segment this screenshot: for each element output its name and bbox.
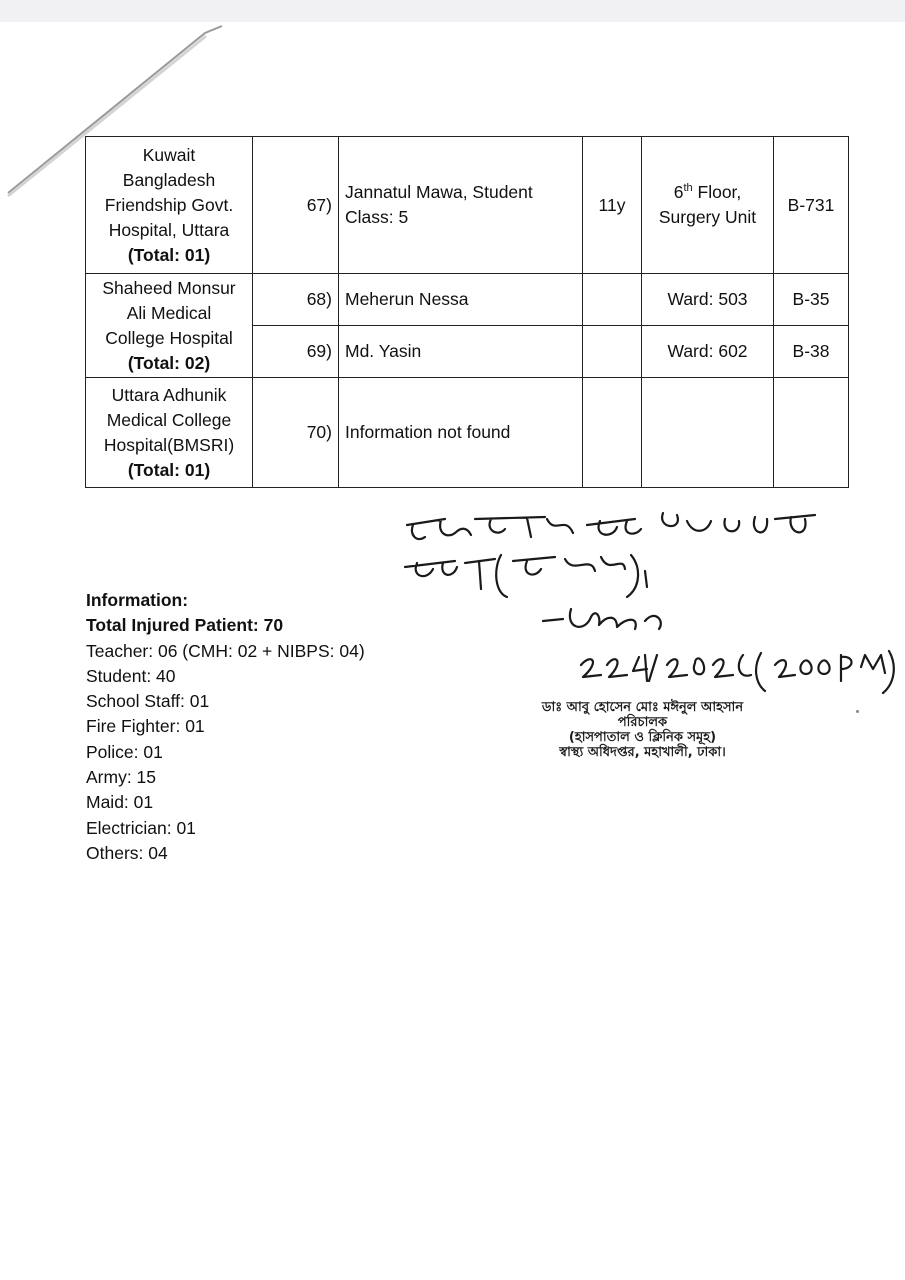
- stamp-name: ডাঃ আবু হোসেন মোঃ মঈনুল আহসান: [541, 700, 744, 715]
- table-row: [86, 274, 849, 326]
- bed-number: [774, 378, 849, 488]
- stamp-office: স্বাস্থ্য অধিদপ্তর, মহাখালী, ঢাকা।: [559, 745, 726, 760]
- info-line: Others: 04: [86, 842, 168, 863]
- speck: [856, 710, 859, 713]
- official-stamp: [520, 700, 765, 760]
- patient-name-line: Jannatul Mawa, Student: [345, 182, 533, 202]
- handwritten-signature: [395, 505, 895, 695]
- info-line: Maid: 01: [86, 792, 154, 813]
- patient-name: Md. Yasin: [339, 326, 583, 378]
- hospital-name-line: Ali Medical: [126, 302, 212, 323]
- table-row: [86, 378, 849, 488]
- serial-number: 69): [253, 326, 339, 378]
- patient-age: [583, 274, 642, 326]
- serial-number: 68): [253, 274, 339, 326]
- floor-number: 6: [673, 182, 684, 202]
- patient-age: 11y: [583, 137, 642, 274]
- hospital-name-line: Bangladesh: [122, 169, 216, 190]
- information-summary: [86, 588, 365, 866]
- hospital-name-line: College Hospital: [105, 327, 233, 348]
- patient-location: Ward: 503: [642, 274, 774, 326]
- hospital-name-line: Hospital, Uttara: [108, 219, 230, 240]
- info-line: Student: 40: [86, 665, 176, 686]
- bed-number: B-35: [774, 274, 849, 326]
- hospital-name-line: Medical College: [106, 409, 232, 430]
- hospital-cell: [86, 137, 253, 274]
- serial-number: 67): [253, 137, 339, 274]
- unit-name: Surgery Unit: [658, 207, 757, 227]
- stamp-title: পরিচালক: [617, 715, 668, 730]
- floor-suffix: th: [683, 182, 693, 195]
- information-heading: Information:: [86, 590, 189, 610]
- patient-name: [339, 137, 583, 274]
- hospital-name-line: Shaheed Monsur: [102, 277, 236, 298]
- floor-label: Floor,: [692, 182, 742, 202]
- hospital-total: (Total: 01): [127, 459, 211, 480]
- patient-name: Meherun Nessa: [339, 274, 583, 326]
- patient-class: Class: 5: [345, 207, 409, 227]
- hospital-total: (Total: 01): [127, 244, 211, 265]
- patient-table: [85, 136, 849, 488]
- total-injured: Total Injured Patient: 70: [86, 615, 284, 636]
- patient-age: [583, 326, 642, 378]
- patient-name: Information not found: [339, 378, 583, 488]
- info-line: Teacher: 06 (CMH: 02 + NIBPS: 04): [86, 640, 365, 661]
- info-line: Army: 15: [86, 767, 157, 788]
- bed-number: B-731: [774, 137, 849, 274]
- info-line: School Staff: 01: [86, 691, 210, 712]
- patient-location: [642, 137, 774, 274]
- patient-location: Ward: 602: [642, 326, 774, 378]
- hospital-total: (Total: 02): [127, 352, 211, 373]
- hospital-name-line: Friendship Govt.: [104, 194, 234, 215]
- table-row: [86, 137, 849, 274]
- hospital-name-line: Hospital(BMSRI): [103, 434, 235, 455]
- patient-age: [583, 378, 642, 488]
- hospital-name-line: Uttara Adhunik: [111, 384, 227, 405]
- bed-number: B-38: [774, 326, 849, 378]
- hospital-name-line: Kuwait: [142, 144, 196, 165]
- patient-location: [642, 378, 774, 488]
- hospital-cell: [86, 378, 253, 488]
- info-line: Fire Fighter: 01: [86, 716, 205, 737]
- stamp-department: (হাসপাতাল ও ক্লিনিক সমূহ): [568, 730, 717, 745]
- info-line: Electrician: 01: [86, 817, 196, 838]
- serial-number: 70): [253, 378, 339, 488]
- info-line: Police: 01: [86, 741, 163, 762]
- hospital-cell: [86, 274, 253, 378]
